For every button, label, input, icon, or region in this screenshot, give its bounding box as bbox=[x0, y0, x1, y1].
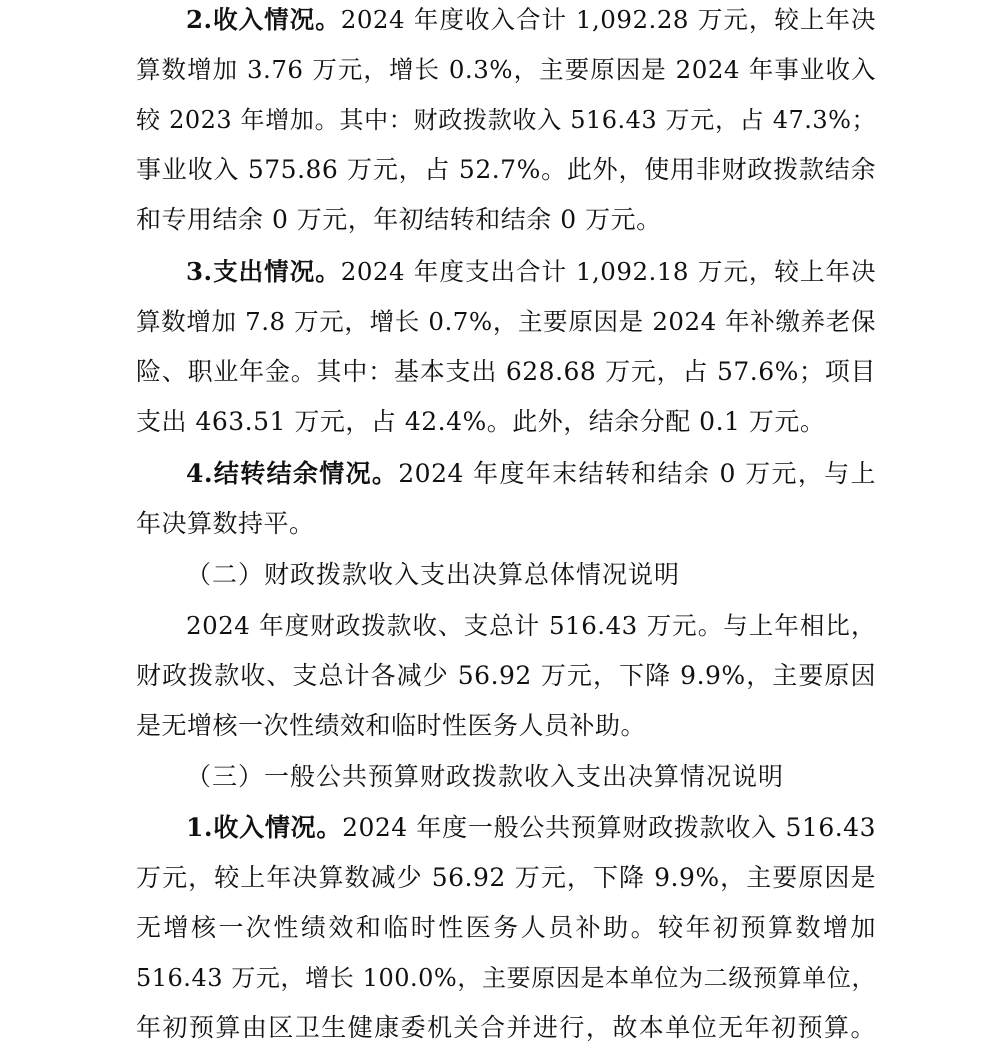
paragraph-income-line-4: 事业收入 575.86 万元，占 52.7%。此外，使用非财政拨款结余 bbox=[136, 155, 876, 184]
section-heading-2: （二）财政拨款收入支出决算总体情况说明 bbox=[186, 560, 681, 589]
paragraph-balance-line-1: 4.结转结余情况。2024 年度年末结转和结余 0 万元，与上 bbox=[186, 459, 876, 488]
paragraph-income-line-3: 较 2023 年增加。其中：财政拨款收入 516.43 万元，占 47.3%； bbox=[136, 106, 876, 134]
paragraph-fiscal-line-2: 财政拨款收、支总计各减少 56.92 万元，下降 9.9%，主要原因 bbox=[136, 661, 876, 690]
heading-balance: 4.结转结余情况。 bbox=[186, 459, 399, 488]
paragraph-general-income-line-5: 年初预算由区卫生健康委机关合并进行，故本单位无年初预算。 bbox=[136, 1013, 876, 1042]
paragraph-expense-line-3: 险、职业年金。其中：基本支出 628.68 万元，占 57.6%；项目 bbox=[136, 357, 876, 386]
paragraph-fiscal-line-1: 2024 年度财政拨款收、支总计 516.43 万元。与上年相比， bbox=[186, 611, 876, 640]
paragraph-general-income-line-3: 无增核一次性绩效和临时性医务人员补助。较年初预算数增加 bbox=[136, 913, 876, 942]
section-heading-3: （三）一般公共预算财政拨款收入支出决算情况说明 bbox=[186, 762, 785, 791]
paragraph-general-income-line-2: 万元，较上年决算数减少 56.92 万元，下降 9.9%，主要原因是 bbox=[136, 863, 876, 892]
paragraph-general-income-line-1: 1.收入情况。2024 年度一般公共预算财政拨款收入 516.43 bbox=[186, 813, 876, 842]
paragraph-expense-line-1: 3.支出情况。2024 年度支出合计 1,092.18 万元，较上年决 bbox=[186, 257, 876, 286]
paragraph-income-line-1: 2.收入情况。2024 年度收入合计 1,092.28 万元，较上年决 bbox=[186, 5, 876, 34]
heading-expense: 3.支出情况。 bbox=[186, 257, 341, 286]
paragraph-expense-line-2: 算数增加 7.8 万元，增长 0.7%，主要原因是 2024 年补缴养老保 bbox=[136, 307, 876, 336]
paragraph-expense-line-4: 支出 463.51 万元，占 42.4%。此外，结余分配 0.1 万元。 bbox=[136, 407, 826, 436]
paragraph-balance-line-2: 年决算数持平。 bbox=[136, 509, 315, 538]
paragraph-income-line-5: 和专用结余 0 万元，年初结转和结余 0 万元。 bbox=[136, 205, 662, 234]
paragraph-fiscal-line-3: 是无增核一次性绩效和临时性医务人员补助。 bbox=[136, 711, 647, 740]
heading-income: 2.收入情况。 bbox=[186, 5, 341, 34]
heading-general-income: 1.收入情况。 bbox=[186, 813, 343, 842]
paragraph-general-income-line-4: 516.43 万元，增长 100.0%，主要原因是本单位为二级预算单位， bbox=[136, 964, 876, 992]
paragraph-income-line-2: 算数增加 3.76 万元，增长 0.3%，主要原因是 2024 年事业收入 bbox=[136, 55, 876, 84]
